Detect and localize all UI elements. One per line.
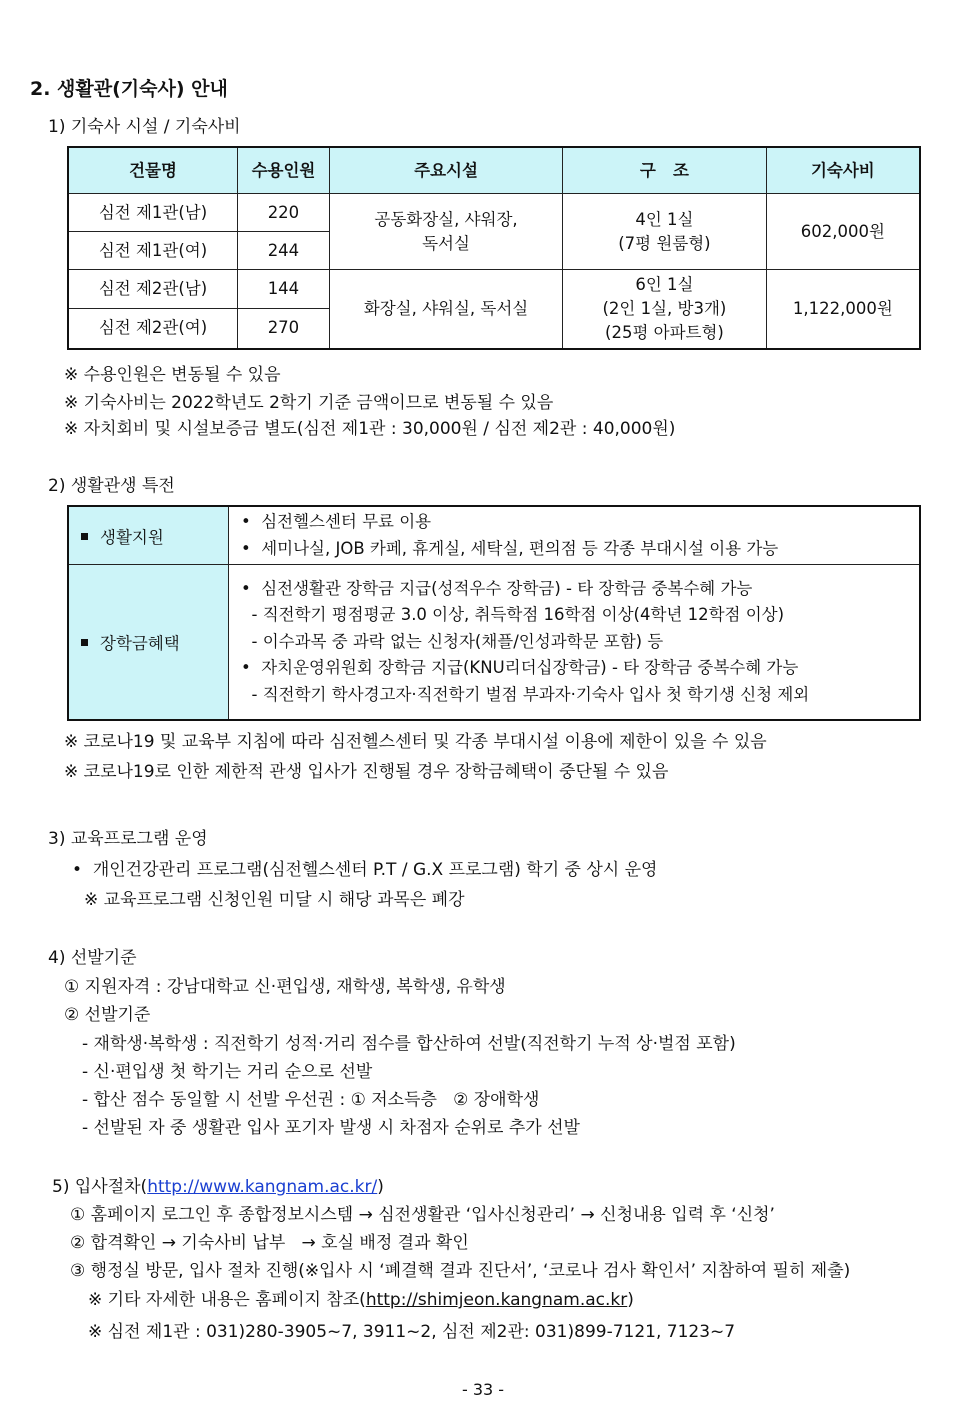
table-header-row bbox=[68, 147, 920, 194]
scholarship-content bbox=[229, 565, 921, 720]
note: ※ 기숙사비는 2022학년도 2학기 기준 금액이므로 변동될 수 있음 bbox=[64, 393, 554, 413]
note: ※ 교육프로그램 신청인원 미달 시 해당 과목은 폐강 bbox=[84, 890, 465, 910]
facilities-line: 공동화장실, 샤워장, bbox=[374, 209, 518, 229]
table-row bbox=[68, 506, 920, 565]
header-facilities: 주요시설 bbox=[329, 147, 562, 194]
capacity-value: 244 bbox=[238, 232, 330, 270]
kangnam-homepage-link[interactable]: http://www.kangnam.ac.kr/ bbox=[147, 1177, 378, 1197]
criteria-line: - 신·편입생 첫 학기는 거리 순으로 선발 bbox=[82, 1062, 373, 1082]
note: ※ 수용인원은 변동될 수 있음 bbox=[64, 365, 281, 385]
s4-heading: 4) 선발기준 bbox=[48, 948, 137, 968]
support-label-cell bbox=[68, 506, 229, 565]
building-name: 심전 제1관(남) bbox=[68, 194, 238, 232]
scholarship-label-cell bbox=[68, 565, 229, 720]
building-name: 심전 제2관(여) bbox=[68, 309, 238, 349]
square-bullet-icon bbox=[81, 533, 88, 540]
criteria-line: - 합산 점수 동일할 시 선발 우선권 : ① 저소득층 ② 장애학생 bbox=[82, 1090, 540, 1110]
structure-line: 6인 1실 bbox=[635, 274, 694, 294]
contact-note: ※ 심전 제1관 : 031)280-3905~7, 3911~2, 심전 제2관: 031)899-7121, 7123~7 bbox=[88, 1322, 736, 1342]
header-fee: 기숙사비 bbox=[766, 147, 920, 194]
s3-heading: 3) 교육프로그램 운영 bbox=[48, 829, 208, 849]
header-building: 건물명 bbox=[68, 147, 238, 194]
note: ※ 자치회비 및 시설보증금 별도(심전 제1관 : 30,000원 / 심전 제2관 : 40,000원) bbox=[64, 419, 676, 439]
criteria-line: - 선발된 자 중 생활관 입사 포기자 발생 시 차점자 순위로 추가 선발 bbox=[82, 1118, 580, 1138]
scholarship-label: 장학금혜택 bbox=[100, 633, 180, 653]
procedure-step: ① 홈페이지 로그인 후 종합정보시스템 → 심전생활관 ‘입사신청관리’ → 신청내용 입력 후 ‘신청’ bbox=[70, 1205, 775, 1225]
criteria-line: ① 지원자격 : 강남대학교 신·편입생, 재학생, 복학생, 유학생 bbox=[64, 977, 506, 997]
s5-heading-suffix: ) bbox=[377, 1177, 384, 1197]
benefits-table bbox=[67, 505, 921, 721]
scholarship-line: • 자치운영위원회 장학금 지급(KNU리더십장학금) - 타 장학금 중복수혜 가능 bbox=[241, 658, 799, 677]
building-name: 심전 제2관(남) bbox=[68, 270, 238, 309]
header-capacity: 수용인원 bbox=[238, 147, 330, 194]
criteria-line: - 재학생·복학생 : 직전학기 성적·거리 점수를 합산하여 선발(직전학기 누적 상·벌점 포함) bbox=[82, 1034, 736, 1054]
support-content bbox=[229, 506, 921, 565]
section-title: 2. 생활관(기숙사) 안내 bbox=[30, 78, 228, 100]
procedure-step: ③ 행정실 방문, 입사 절차 진행(※입사 시 ‘폐결핵 결과 진단서’, ‘코로나 검사 확인서’ 지참하여 필히 제출) bbox=[70, 1261, 851, 1281]
scholarship-line: - 직전학기 학사경고자·직전학기 벌점 부과자·기숙사 입사 첫 학기생 신청 제외 bbox=[241, 684, 810, 704]
header-structure: 구 조 bbox=[563, 147, 767, 194]
table-row bbox=[68, 565, 920, 720]
table-row bbox=[68, 194, 920, 232]
square-bullet-icon bbox=[81, 639, 88, 646]
support-line: • 심전헬스센터 무료 이용 bbox=[241, 512, 432, 531]
s2-heading: 2) 생활관생 특전 bbox=[48, 476, 175, 496]
note-prefix: ※ 기타 자세한 내용은 홈페이지 참조( bbox=[88, 1290, 366, 1310]
support-line: • 세미나실, JOB 카페, 휴게실, 세탁실, 편의점 등 각종 부대시설 이용 가능 bbox=[241, 538, 779, 558]
fee-value: 1,122,000원 bbox=[766, 270, 920, 349]
procedure-step: ② 합격확인 → 기숙사비 납부 → 호실 배정 결과 확인 bbox=[70, 1233, 469, 1253]
s1-heading: 1) 기숙사 시설 / 기숙사비 bbox=[48, 117, 241, 137]
scholarship-line: - 이수과목 중 과락 없는 신청자(채플/인성과학문 포함) 등 bbox=[241, 631, 664, 651]
structure-line: (2인 1실, 방3개) bbox=[602, 298, 727, 318]
criteria-line: ② 선발기준 bbox=[64, 1005, 151, 1025]
structure-cell bbox=[563, 194, 767, 270]
facilities-cell bbox=[329, 194, 562, 270]
structure-cell bbox=[563, 270, 767, 349]
note: ※ 코로나19로 인한 제한적 관생 입사가 진행될 경우 장학금혜택이 중단될 수 있음 bbox=[64, 762, 669, 782]
support-label: 생활지원 bbox=[100, 527, 164, 547]
facilities-line: 독서실 bbox=[422, 233, 470, 253]
s5-heading bbox=[52, 1172, 384, 1197]
capacity-value: 220 bbox=[238, 194, 330, 232]
note bbox=[88, 1285, 634, 1310]
table-row bbox=[68, 270, 920, 309]
shimjeon-homepage-link[interactable]: http://shimjeon.kangnam.ac.kr bbox=[365, 1290, 628, 1310]
s5-heading-prefix: 5) 입사절차( bbox=[52, 1177, 148, 1197]
capacity-value: 144 bbox=[238, 270, 330, 309]
fee-value: 602,000원 bbox=[766, 194, 920, 270]
structure-line: (25평 아파트형) bbox=[605, 322, 724, 342]
facilities-cell: 화장실, 샤워실, 독서실 bbox=[329, 270, 562, 349]
structure-line: (7평 원룸형) bbox=[618, 233, 711, 253]
note: ※ 코로나19 및 교육부 지침에 따라 심전헬스센터 및 각종 부대시설 이용에 제한이 있을 수 있음 bbox=[64, 732, 767, 752]
page-number: - 33 - bbox=[461, 1380, 505, 1399]
dorm-fee-table bbox=[67, 146, 921, 350]
structure-line: 4인 1실 bbox=[635, 209, 694, 229]
note-suffix: ) bbox=[627, 1290, 634, 1310]
capacity-value: 270 bbox=[238, 309, 330, 349]
scholarship-line: • 심전생활관 장학금 지급(성적우수 장학금) - 타 장학금 중복수혜 가능 bbox=[241, 578, 753, 598]
scholarship-line: - 직전학기 평점평균 3.0 이상, 취득학점 16학점 이상(4학년 12학점 이상) bbox=[241, 605, 785, 624]
program-line: • 개인건강관리 프로그램(심전헬스센터 P.T / G.X 프로그램) 학기 중 상시 운영 bbox=[72, 860, 658, 880]
building-name: 심전 제1관(여) bbox=[68, 232, 238, 270]
